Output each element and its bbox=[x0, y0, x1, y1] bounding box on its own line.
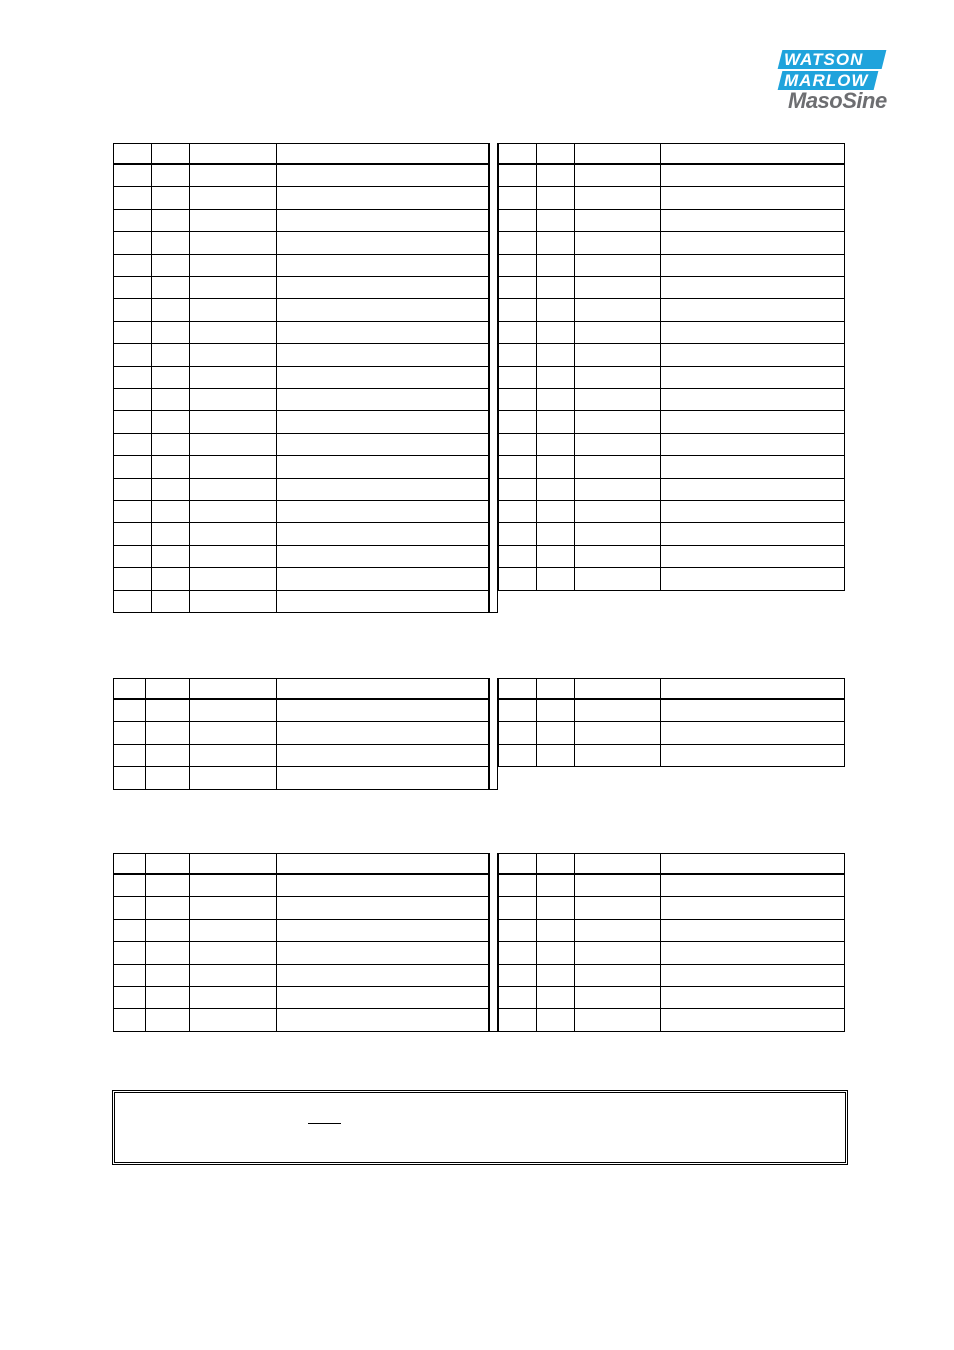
parts-table-1-left-cell bbox=[190, 568, 277, 590]
parts-table-3-right-cell bbox=[575, 987, 661, 1009]
parts-table-1-left-cell bbox=[113, 277, 152, 299]
parts-table-3-right-cell bbox=[575, 875, 661, 897]
parts-table-1-left-cell bbox=[190, 367, 277, 389]
parts-table-1-right-cell bbox=[575, 367, 661, 389]
parts-table-1-left-cell bbox=[190, 232, 277, 254]
parts-table-2-right-cell bbox=[575, 700, 661, 722]
parts-table-1-left-cell bbox=[113, 187, 152, 209]
parts-table-2-left-cell bbox=[190, 700, 277, 722]
parts-table-3-right-cell bbox=[537, 965, 575, 987]
parts-table-3-right-cell bbox=[661, 875, 845, 897]
parts-table-1-left-cell bbox=[277, 411, 489, 433]
parts-table-1-right-cell bbox=[661, 456, 845, 478]
parts-table-3-left-cell bbox=[190, 942, 277, 964]
parts-table-1-right-cell bbox=[537, 232, 575, 254]
parts-table-1-right-cell bbox=[498, 546, 537, 568]
parts-table-1-left-cell bbox=[152, 479, 190, 501]
parts-table-1-left-cell bbox=[113, 591, 152, 613]
parts-table-3-left-cell bbox=[277, 875, 489, 897]
parts-table-3-right-cell bbox=[498, 942, 537, 964]
parts-table-3-left-cell bbox=[146, 942, 190, 964]
parts-table-2-left-header-cell bbox=[277, 678, 489, 700]
parts-table-1-left-cell bbox=[152, 501, 190, 523]
parts-table-1-left-cell bbox=[113, 546, 152, 568]
parts-table-1-left-cell bbox=[277, 434, 489, 456]
parts-table-1-right-cell bbox=[498, 568, 537, 590]
parts-table-1-left-cell bbox=[152, 277, 190, 299]
parts-table-3-right-cell bbox=[498, 1009, 537, 1031]
parts-table-3-left-cell bbox=[190, 920, 277, 942]
parts-table-1-right-cell bbox=[537, 322, 575, 344]
parts-table-2-left-cell bbox=[113, 745, 146, 767]
parts-table-1-left-cell bbox=[113, 568, 152, 590]
parts-table-1-right-cell bbox=[498, 165, 537, 187]
parts-table-3-left-cell bbox=[146, 875, 190, 897]
parts-table-1-right-cell bbox=[498, 367, 537, 389]
parts-table-3-right-cell bbox=[537, 1009, 575, 1031]
parts-table-1-right-cell bbox=[537, 277, 575, 299]
parts-table-1-left-cell bbox=[113, 344, 152, 366]
logo-watson-bar: WATSON bbox=[778, 50, 887, 69]
parts-table-1-left-cell bbox=[152, 165, 190, 187]
parts-table-3-right-cell bbox=[575, 965, 661, 987]
parts-table-2-left-cell bbox=[190, 745, 277, 767]
parts-table-1-right-cell bbox=[498, 456, 537, 478]
parts-table-1-left-header-cell bbox=[113, 143, 152, 165]
parts-table-2-left-cell bbox=[277, 700, 489, 722]
parts-table-1-left-cell bbox=[152, 456, 190, 478]
parts-table-3-right-cell bbox=[575, 1009, 661, 1031]
parts-table-3-right-cell bbox=[537, 875, 575, 897]
parts-table-3-right-cell bbox=[661, 987, 845, 1009]
parts-table-1-left-cell bbox=[152, 210, 190, 232]
parts-table-1-right-cell bbox=[537, 299, 575, 321]
parts-table-2-right-cell bbox=[661, 722, 845, 744]
parts-table-1-right-cell bbox=[661, 187, 845, 209]
parts-table-3-column-gap bbox=[489, 853, 498, 1032]
parts-table-1-right-cell bbox=[537, 456, 575, 478]
parts-table-2-right-cell bbox=[498, 745, 537, 767]
parts-table-3-left-cell bbox=[113, 942, 146, 964]
parts-table-1-right-cell bbox=[575, 456, 661, 478]
parts-table-3-left-cell bbox=[190, 987, 277, 1009]
parts-table-1-left-cell bbox=[190, 389, 277, 411]
parts-table-2-left-cell bbox=[113, 722, 146, 744]
parts-table-1-left-cell bbox=[190, 479, 277, 501]
parts-table-1-left-cell bbox=[113, 389, 152, 411]
parts-table-1-right-cell bbox=[537, 255, 575, 277]
parts-table-1-right-cell bbox=[661, 322, 845, 344]
parts-table-3-right-cell bbox=[537, 987, 575, 1009]
parts-table-1-right-cell bbox=[498, 434, 537, 456]
parts-table-1-right-cell bbox=[575, 389, 661, 411]
parts-table-3-left-cell bbox=[277, 920, 489, 942]
parts-table-1-right-cell bbox=[537, 479, 575, 501]
parts-table-3-left-cell bbox=[146, 897, 190, 919]
parts-table-1-right-cell bbox=[575, 479, 661, 501]
parts-table-1-left-cell bbox=[277, 546, 489, 568]
parts-table-3-left-cell bbox=[113, 1009, 146, 1031]
parts-table-1-left-cell bbox=[152, 299, 190, 321]
parts-table-1-left-cell bbox=[152, 232, 190, 254]
parts-table-1-left-cell bbox=[277, 210, 489, 232]
parts-table-1-right-cell bbox=[498, 501, 537, 523]
parts-table-1-right-cell bbox=[661, 568, 845, 590]
parts-table-1-left-header-cell bbox=[277, 143, 489, 165]
parts-table-1-right-cell bbox=[537, 546, 575, 568]
parts-table-1-right-cell bbox=[575, 299, 661, 321]
parts-table-1-right-cell bbox=[575, 568, 661, 590]
parts-table-3-right-cell bbox=[575, 897, 661, 919]
parts-table-3-left-cell bbox=[277, 1009, 489, 1031]
notice-box bbox=[112, 1090, 848, 1165]
parts-table-1-left-cell bbox=[113, 232, 152, 254]
parts-table-3-right-header-cell bbox=[498, 853, 537, 875]
logo-marlow-bar: MARLOW bbox=[778, 71, 879, 90]
parts-table-1-right-cell bbox=[498, 210, 537, 232]
parts-table-3-left-cell bbox=[146, 1009, 190, 1031]
parts-table-1-right-cell bbox=[575, 501, 661, 523]
parts-table-2-column-gap bbox=[489, 678, 498, 790]
parts-table-3-left-header-cell bbox=[146, 853, 190, 875]
parts-table-2-right-header-cell bbox=[537, 678, 575, 700]
parts-table-1-right-header-cell bbox=[498, 143, 537, 165]
parts-table-3-left-header-cell bbox=[113, 853, 146, 875]
parts-table-1-left-cell bbox=[277, 479, 489, 501]
parts-table-1-left-cell bbox=[152, 367, 190, 389]
parts-table-1-right-cell bbox=[498, 523, 537, 545]
parts-table-1-right-cell bbox=[661, 232, 845, 254]
parts-table-1-right-cell bbox=[575, 187, 661, 209]
parts-table-1-left-cell bbox=[277, 591, 489, 613]
parts-table-3-left-cell bbox=[190, 875, 277, 897]
parts-table-1-right-cell bbox=[537, 523, 575, 545]
parts-table-3-right-cell bbox=[575, 920, 661, 942]
parts-table-1-left-cell bbox=[190, 344, 277, 366]
parts-table-1-right-cell bbox=[661, 367, 845, 389]
parts-table-1-left-cell bbox=[152, 255, 190, 277]
parts-table-1-left-cell bbox=[152, 344, 190, 366]
parts-table-1-left-cell bbox=[277, 187, 489, 209]
parts-table-1-left-cell bbox=[277, 568, 489, 590]
parts-table-1-left-cell bbox=[277, 255, 489, 277]
parts-table-3-left-cell bbox=[190, 897, 277, 919]
parts-table-1-right-cell bbox=[661, 434, 845, 456]
parts-table-3-right-header-cell bbox=[537, 853, 575, 875]
parts-table-1-left-cell bbox=[277, 367, 489, 389]
parts-table-3-right-header-cell bbox=[661, 853, 845, 875]
parts-table-2-left-header-cell bbox=[190, 678, 277, 700]
parts-table-3-right-cell bbox=[537, 942, 575, 964]
parts-table-1-left-cell bbox=[113, 255, 152, 277]
parts-table-1-left-cell bbox=[277, 456, 489, 478]
parts-table-1-left-cell bbox=[190, 434, 277, 456]
parts-table-1-right-cell bbox=[575, 322, 661, 344]
parts-table-3-right-cell bbox=[537, 920, 575, 942]
parts-table-3-right-cell bbox=[537, 897, 575, 919]
parts-table-1-right-cell bbox=[575, 434, 661, 456]
parts-table-2-left-cell bbox=[277, 767, 489, 789]
parts-table-1-left-cell bbox=[277, 322, 489, 344]
parts-table-1-left-cell bbox=[113, 165, 152, 187]
parts-table-1-right-cell bbox=[537, 501, 575, 523]
parts-table-2-left-cell bbox=[146, 700, 190, 722]
parts-table-1-right-cell bbox=[661, 479, 845, 501]
parts-table-2-left-cell bbox=[146, 745, 190, 767]
parts-table-3-right-cell bbox=[661, 942, 845, 964]
parts-table-3-left-cell bbox=[113, 965, 146, 987]
parts-table-1-right-cell bbox=[498, 187, 537, 209]
notice-underlined-word bbox=[308, 1123, 341, 1124]
parts-table-1-right-cell bbox=[498, 411, 537, 433]
parts-table-1-right-cell bbox=[661, 523, 845, 545]
parts-table-1-right-cell bbox=[537, 210, 575, 232]
parts-table-3-left-cell bbox=[190, 965, 277, 987]
parts-table-1-right-cell bbox=[537, 344, 575, 366]
parts-table-1-left-cell bbox=[190, 299, 277, 321]
parts-table-1-right-cell bbox=[661, 501, 845, 523]
parts-table-3-right-cell bbox=[661, 920, 845, 942]
parts-table-3-left-cell bbox=[113, 897, 146, 919]
parts-table-2-left-cell bbox=[190, 722, 277, 744]
logo-masosine-text: MasoSine bbox=[788, 88, 887, 113]
parts-table-2-right-header-cell bbox=[661, 678, 845, 700]
parts-table-1-right-cell bbox=[498, 479, 537, 501]
parts-table-1-left-cell bbox=[152, 389, 190, 411]
parts-table-2-right-cell bbox=[537, 700, 575, 722]
parts-table-2-left-header-cell bbox=[146, 678, 190, 700]
parts-table-1-left-cell bbox=[190, 546, 277, 568]
parts-table-3-left-cell bbox=[113, 875, 146, 897]
parts-table-3-right-cell bbox=[575, 942, 661, 964]
parts-table-1-right-cell bbox=[575, 411, 661, 433]
parts-table-2-right-cell bbox=[661, 745, 845, 767]
parts-table-1-left-cell bbox=[190, 523, 277, 545]
parts-table-1-left-cell bbox=[277, 344, 489, 366]
parts-table-1-left-cell bbox=[277, 299, 489, 321]
parts-table-2-left-cell bbox=[146, 722, 190, 744]
parts-table-2-left-cell bbox=[277, 722, 489, 744]
parts-table-1-left-cell bbox=[152, 411, 190, 433]
parts-table-1-left-cell bbox=[277, 232, 489, 254]
parts-table-2-left-cell bbox=[277, 745, 489, 767]
parts-table-1-right-cell bbox=[498, 277, 537, 299]
parts-table-1-right-cell bbox=[575, 210, 661, 232]
parts-table-1-left-cell bbox=[152, 523, 190, 545]
parts-table-3-left-cell bbox=[277, 897, 489, 919]
parts-table-1-left-cell bbox=[152, 434, 190, 456]
parts-table-1-left-cell bbox=[152, 322, 190, 344]
parts-table-1-left-cell bbox=[113, 434, 152, 456]
parts-table-3-right-cell bbox=[661, 897, 845, 919]
parts-table-1-left-cell bbox=[152, 568, 190, 590]
parts-table-1-right-cell bbox=[661, 411, 845, 433]
parts-table-2-right-cell bbox=[537, 745, 575, 767]
parts-table-1-left-cell bbox=[113, 456, 152, 478]
parts-table-3-right-cell bbox=[498, 897, 537, 919]
parts-table-1-right-cell bbox=[498, 322, 537, 344]
parts-table-1-right-cell bbox=[661, 389, 845, 411]
parts-table-1-right-cell bbox=[661, 210, 845, 232]
parts-table-2-left-cell bbox=[146, 767, 190, 789]
parts-table-1-right-header-cell bbox=[661, 143, 845, 165]
parts-table-1-right-cell bbox=[537, 411, 575, 433]
parts-table-3-right-cell bbox=[661, 1009, 845, 1031]
parts-table-3-right-cell bbox=[498, 965, 537, 987]
parts-table-1-right-cell bbox=[661, 299, 845, 321]
parts-table-1-right-cell bbox=[661, 255, 845, 277]
parts-table-1-right-cell bbox=[498, 255, 537, 277]
parts-table-1-column-gap bbox=[489, 143, 498, 613]
parts-table-2-right-cell bbox=[575, 722, 661, 744]
parts-table-1-right-cell bbox=[537, 187, 575, 209]
parts-table-2-right-header-cell bbox=[498, 678, 537, 700]
parts-table-1-right-header-cell bbox=[537, 143, 575, 165]
parts-table-1-left-cell bbox=[277, 165, 489, 187]
parts-table-1-right-cell bbox=[575, 546, 661, 568]
parts-table-1-left-cell bbox=[113, 411, 152, 433]
parts-table-1-left-cell bbox=[113, 523, 152, 545]
parts-table-1-right-cell bbox=[498, 389, 537, 411]
parts-table-3-right-cell bbox=[661, 965, 845, 987]
parts-table-1-left-cell bbox=[113, 367, 152, 389]
parts-table-1-right-cell bbox=[575, 255, 661, 277]
parts-table-1-left-cell bbox=[190, 591, 277, 613]
parts-table-1-right-cell bbox=[575, 232, 661, 254]
parts-table-2-right-cell bbox=[537, 722, 575, 744]
parts-table-1-left-cell bbox=[190, 501, 277, 523]
parts-table-3-right-cell bbox=[498, 920, 537, 942]
parts-table-1-right-cell bbox=[537, 165, 575, 187]
parts-table-1-left-header-cell bbox=[190, 143, 277, 165]
watson-marlow-masosine-logo bbox=[776, 48, 906, 114]
parts-table-1-left-cell bbox=[113, 501, 152, 523]
parts-table-3-right-header-cell bbox=[575, 853, 661, 875]
parts-table-1-left-cell bbox=[190, 187, 277, 209]
parts-table-1-left-cell bbox=[190, 255, 277, 277]
parts-table-1-right-cell bbox=[575, 277, 661, 299]
parts-table-2-right-cell bbox=[498, 722, 537, 744]
parts-table-1-left-cell bbox=[113, 479, 152, 501]
parts-table-3-left-cell bbox=[190, 1009, 277, 1031]
parts-table-1-left-cell bbox=[190, 277, 277, 299]
parts-table-3-left-header-cell bbox=[277, 853, 489, 875]
parts-table-2-left-cell bbox=[190, 767, 277, 789]
parts-table-1-right-cell bbox=[498, 344, 537, 366]
parts-table-3-left-cell bbox=[113, 920, 146, 942]
parts-table-3-left-cell bbox=[146, 920, 190, 942]
parts-table-1-right-cell bbox=[537, 434, 575, 456]
parts-table-1-right-cell bbox=[498, 232, 537, 254]
parts-table-3-left-cell bbox=[277, 942, 489, 964]
parts-table-1-left-cell bbox=[190, 411, 277, 433]
parts-table-2-right-cell bbox=[575, 745, 661, 767]
parts-table-1-left-cell bbox=[277, 277, 489, 299]
parts-table-1-left-cell bbox=[277, 523, 489, 545]
parts-table-3-left-cell bbox=[146, 965, 190, 987]
parts-table-3-left-cell bbox=[277, 987, 489, 1009]
parts-table-1-right-cell bbox=[661, 165, 845, 187]
parts-table-1-left-cell bbox=[190, 165, 277, 187]
parts-table-2-left-header-cell bbox=[113, 678, 146, 700]
parts-table-1-right-cell bbox=[575, 523, 661, 545]
parts-table-3-left-cell bbox=[113, 987, 146, 1009]
parts-table-1-right-cell bbox=[575, 344, 661, 366]
parts-table-1-left-cell bbox=[152, 591, 190, 613]
parts-table-3-left-header-cell bbox=[190, 853, 277, 875]
parts-table-1-left-cell bbox=[190, 210, 277, 232]
parts-table-1-right-cell bbox=[575, 165, 661, 187]
parts-table-1-left-cell bbox=[190, 456, 277, 478]
parts-table-1-right-cell bbox=[537, 568, 575, 590]
parts-table-1-left-cell bbox=[277, 501, 489, 523]
parts-table-1-left-header-cell bbox=[152, 143, 190, 165]
parts-table-3-right-cell bbox=[498, 875, 537, 897]
parts-table-3-right-cell bbox=[498, 987, 537, 1009]
parts-table-1-right-cell bbox=[537, 389, 575, 411]
parts-table-1-left-cell bbox=[152, 187, 190, 209]
parts-table-1-left-cell bbox=[277, 389, 489, 411]
parts-table-3-left-cell bbox=[146, 987, 190, 1009]
parts-table-1-right-cell bbox=[661, 277, 845, 299]
parts-table-1-left-cell bbox=[113, 299, 152, 321]
parts-table-3-left-cell bbox=[277, 965, 489, 987]
parts-table-2-right-header-cell bbox=[575, 678, 661, 700]
parts-table-1-left-cell bbox=[190, 322, 277, 344]
parts-table-1-left-cell bbox=[152, 546, 190, 568]
parts-table-1-right-header-cell bbox=[575, 143, 661, 165]
parts-table-2-right-cell bbox=[661, 700, 845, 722]
parts-table-1-left-cell bbox=[113, 322, 152, 344]
parts-table-1-right-cell bbox=[498, 299, 537, 321]
parts-table-2-left-cell bbox=[113, 700, 146, 722]
parts-table-2-right-cell bbox=[498, 700, 537, 722]
parts-table-2-left-cell bbox=[113, 767, 146, 789]
parts-table-1-left-cell bbox=[113, 210, 152, 232]
parts-table-1-right-cell bbox=[661, 344, 845, 366]
parts-table-1-right-cell bbox=[661, 546, 845, 568]
parts-table-1-right-cell bbox=[537, 367, 575, 389]
